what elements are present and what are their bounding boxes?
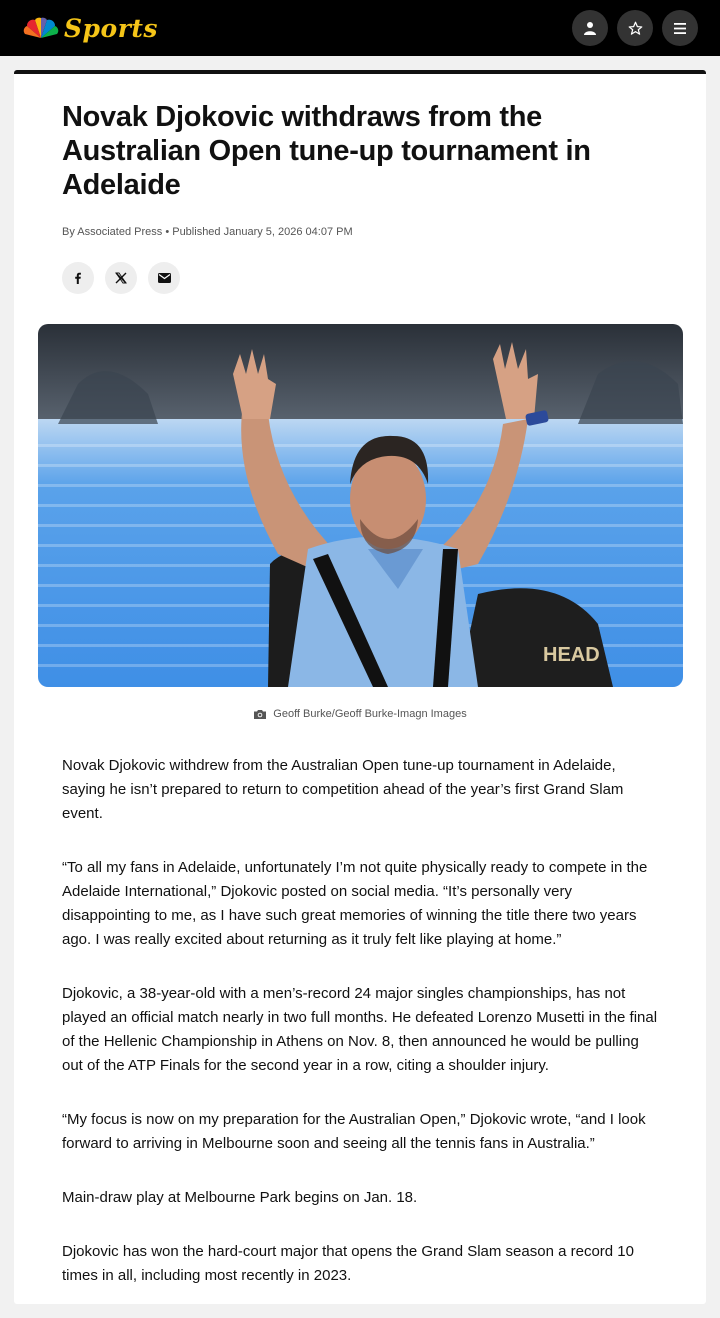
- photo-credit: Geoff Burke/Geoff Burke-Imagn Images: [273, 708, 467, 720]
- share-buttons: [62, 262, 180, 294]
- player-photo-illustration: [38, 324, 683, 687]
- article-byline: By Associated Press • Published January 5, 2026 04:07 PM: [62, 226, 353, 238]
- article-body: [62, 754, 662, 1318]
- body-paragraph: Novak Djokovic withdrew from the Australian Open tune-up tournament in Adelaide, saying he isn’t prepared to return to competition ahead of the year’s first Grand Slam event.: [62, 757, 624, 822]
- share-x-button[interactable]: [105, 262, 137, 294]
- top-navigation-bar: [0, 0, 720, 56]
- nbc-sports-logo[interactable]: [22, 12, 158, 44]
- body-paragraph: Djokovic has won the hard-court major that opens the Grand Slam season a record 10 times in all, including most recently in 2023.: [62, 1243, 634, 1284]
- peacock-logo: [22, 16, 60, 40]
- user-icon: [583, 21, 597, 35]
- menu-button[interactable]: [662, 10, 698, 46]
- body-paragraph: Djokovic, a 38-year-old with a men’s-record 24 major singles championships, has not played an official match nearly in two full months. He defeated Lorenzo Musetti in the final of the Hellenic Championship in Athens on Nov. 8, then announced he would be pulling out of the ATP Finals for the second year in a row, citing a shoulder injury.: [62, 985, 658, 1074]
- body-paragraph: Main-draw play at Melbourne Park begins on Jan. 18.: [62, 1189, 418, 1206]
- favorites-button[interactable]: [617, 10, 653, 46]
- share-email-button[interactable]: [148, 262, 180, 294]
- email-icon: [158, 273, 171, 283]
- brand-wordmark: Sports: [64, 13, 159, 43]
- facebook-icon: [72, 272, 84, 284]
- article-card: [14, 70, 706, 1304]
- article-headline: Novak Djokovic withdraws from the Australian Open tune-up tournament in Adelaide: [62, 101, 591, 201]
- photo-caption: [14, 708, 706, 720]
- menu-icon: [674, 23, 686, 34]
- body-paragraph: “My focus is now on my preparation for the Australian Open,” Djokovic wrote, “and I look forward to arriving in Melbourne soon and seeing all the tennis fans in Australia.”: [62, 1111, 646, 1152]
- bag-brand-text: HEAD: [543, 644, 600, 666]
- share-facebook-button[interactable]: [62, 262, 94, 294]
- body-paragraph: “To all my fans in Adelaide, unfortunately I’m not quite physically ready to compete in the Adelaide International,” Djokovic posted on social media. “It’s personally very disappointing to me, as I have such great memories of winning the title there two years ago. I was really excited about returning as it truly felt like playing at home.”: [62, 859, 648, 948]
- star-icon: [628, 21, 643, 36]
- camera-icon: [253, 709, 267, 720]
- x-icon: [115, 272, 127, 284]
- account-button[interactable]: [572, 10, 608, 46]
- article-hero-photo[interactable]: [38, 324, 683, 687]
